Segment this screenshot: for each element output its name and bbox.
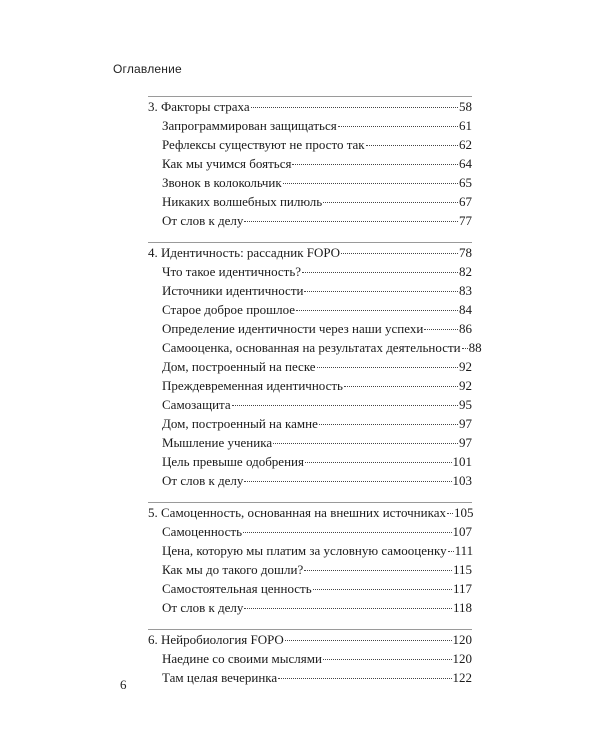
toc-item-title: Дом, построенный на песке [162, 359, 316, 374]
dot-leader [243, 532, 451, 533]
toc-item-title: Преждевременная идентичность [162, 378, 343, 393]
toc-item-title: Самоценность [162, 524, 243, 539]
toc-item-page: 103 [452, 473, 472, 488]
dot-leader [462, 348, 468, 349]
dot-leader [338, 126, 458, 127]
toc-item[interactable] [148, 433, 472, 452]
toc-item[interactable] [148, 376, 472, 395]
dot-leader [273, 443, 458, 444]
toc-item[interactable] [148, 262, 472, 281]
toc-item[interactable] [148, 135, 472, 154]
dot-leader [285, 640, 452, 641]
toc-item[interactable] [148, 452, 472, 471]
toc-item-title: Там целая вечеринка [162, 670, 278, 685]
toc-item-title: Самозащита [162, 397, 231, 412]
toc-item[interactable] [148, 414, 472, 433]
toc-item-title: Звонок в колокольчик [162, 175, 282, 190]
toc-item-page: 61 [459, 118, 472, 133]
chapter-4 [148, 242, 482, 490]
toc-item-title: Наедине со своими мыслями [162, 651, 322, 666]
dot-leader [244, 221, 458, 222]
toc-item-title: Самооценка, основанная на результатах деятельности [162, 340, 461, 355]
dot-leader [366, 145, 458, 146]
dot-leader [278, 678, 451, 679]
dot-leader [304, 570, 452, 571]
dot-leader [319, 424, 458, 425]
toc-item-title: Дом, построенный на камне [162, 416, 318, 431]
toc-item-page: 65 [459, 175, 472, 190]
page-number: 6 [120, 677, 127, 692]
dot-leader [313, 589, 452, 590]
toc-item-page: 101 [452, 454, 472, 469]
dot-leader [323, 202, 458, 203]
toc-item-title: Самостоятельная ценность [162, 581, 312, 596]
toc-item[interactable] [148, 579, 472, 598]
toc-item-title: Запрограммирован защищаться [162, 118, 337, 133]
table-of-contents [148, 96, 482, 699]
toc-item[interactable] [148, 668, 472, 687]
toc-item-page: 77 [459, 213, 472, 228]
toc-item-page: 118 [452, 600, 472, 615]
toc-item-title: Источники идентичности [162, 283, 304, 298]
toc-item[interactable] [148, 560, 472, 579]
toc-item-page: 88 [468, 340, 482, 355]
toc-item[interactable] [148, 116, 472, 135]
dot-leader [283, 183, 458, 184]
toc-item-title: Цена, которую мы платим за условную самооценку [162, 543, 447, 558]
toc-item[interactable] [148, 649, 472, 668]
toc-item[interactable] [148, 211, 472, 230]
dot-leader [251, 107, 458, 108]
dot-leader [447, 513, 453, 514]
toc-item-page: 92 [459, 378, 472, 393]
dot-leader [305, 462, 452, 463]
toc-item-page: 92 [459, 359, 472, 374]
toc-item-title: От слов к делу [162, 213, 244, 228]
toc-item[interactable] [148, 173, 472, 192]
toc-item-page: 64 [459, 156, 472, 171]
dot-leader [244, 608, 452, 609]
toc-item-page: 120 [452, 651, 472, 666]
toc-item-title: Определение идентичности через наши успехи [162, 321, 424, 336]
toc-item-page: 82 [459, 264, 472, 279]
toc-item-page: 84 [459, 302, 472, 317]
dot-leader [292, 164, 458, 165]
chapter-heading[interactable] [148, 630, 472, 649]
chapter-6 [148, 629, 472, 687]
toc-item[interactable] [148, 522, 472, 541]
toc-item-title: Как мы до такого дошли? [162, 562, 304, 577]
toc-item[interactable] [148, 300, 472, 319]
toc-item[interactable] [148, 338, 482, 357]
toc-item-page: 95 [459, 397, 472, 412]
chapter-title: 6. Нейробиология FOPO [148, 632, 284, 647]
dot-leader [304, 291, 458, 292]
running-title: Оглавление [113, 62, 182, 76]
dot-leader [296, 310, 458, 311]
toc-item-page: 97 [459, 435, 472, 450]
dot-leader [344, 386, 458, 387]
toc-item[interactable] [148, 154, 472, 173]
chapter-page: 105 [453, 505, 474, 520]
dot-leader [323, 659, 452, 660]
toc-item-title: Как мы учимся бояться [162, 156, 292, 171]
toc-item-title: Цель превыше одобрения [162, 454, 304, 469]
chapter-page: 78 [459, 245, 472, 260]
dot-leader [424, 329, 458, 330]
toc-item-page: 115 [452, 562, 472, 577]
dot-leader [341, 253, 458, 254]
toc-item-page: 117 [452, 581, 472, 596]
chapter-heading[interactable] [148, 97, 472, 116]
chapter-heading[interactable] [148, 243, 472, 262]
toc-item-page: 111 [454, 543, 474, 558]
dot-leader [448, 551, 454, 552]
toc-item-title: Мышление ученика [162, 435, 273, 450]
toc-item[interactable] [148, 471, 472, 490]
chapter-title: 4. Идентичность: рассадник FOPO [148, 245, 340, 260]
toc-item[interactable] [148, 281, 472, 300]
chapter-3 [148, 96, 472, 230]
dot-leader [244, 481, 451, 482]
toc-item[interactable] [148, 319, 472, 338]
chapter-page: 58 [459, 99, 472, 114]
toc-item-title: От слов к делу [162, 473, 244, 488]
chapter-5 [148, 502, 472, 617]
toc-item[interactable] [148, 357, 472, 376]
toc-item[interactable] [148, 541, 472, 560]
toc-item-title: Рефлексы существуют не просто так [162, 137, 365, 152]
toc-item[interactable] [148, 598, 472, 617]
chapter-page: 120 [452, 632, 472, 647]
toc-item-page: 97 [459, 416, 472, 431]
dot-leader [302, 272, 458, 273]
toc-item-page: 67 [459, 194, 472, 209]
toc-item-page: 122 [452, 670, 472, 685]
toc-item-title: Никаких волшебных пилюль [162, 194, 323, 209]
toc-item[interactable] [148, 395, 472, 414]
toc-item-page: 83 [459, 283, 472, 298]
toc-item-page: 62 [459, 137, 472, 152]
chapter-heading[interactable] [148, 503, 472, 522]
toc-item-title: Что такое идентичность? [162, 264, 302, 279]
chapter-title: 3. Факторы страха [148, 99, 250, 114]
toc-item-title: Старое доброе прошлое [162, 302, 296, 317]
toc-item[interactable] [148, 192, 472, 211]
dot-leader [232, 405, 458, 406]
dot-leader [317, 367, 458, 368]
chapter-title: 5. Самоценность, основанная на внешних источниках [148, 505, 446, 520]
toc-item-title: От слов к делу [162, 600, 244, 615]
toc-item-page: 86 [459, 321, 472, 336]
toc-item-page: 107 [452, 524, 472, 539]
